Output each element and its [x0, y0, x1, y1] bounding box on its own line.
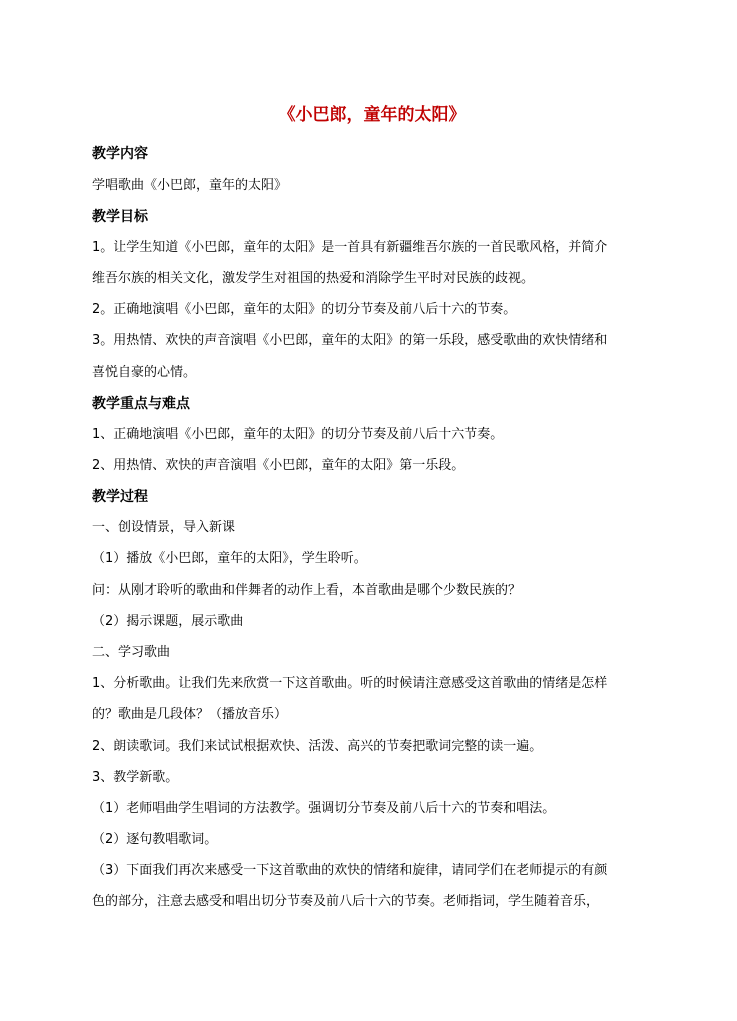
- paragraph-line: 1。让学生知道《小巴郎，童年的太阳》是一首具有新疆维吾尔族的一首民歌风格，并简介: [92, 240, 608, 255]
- paragraph-line: 1、分析歌曲。让我们先来欣赏一下这首歌曲。听的时候请注意感受这首歌曲的情绪是怎样: [92, 676, 608, 691]
- paragraph-line: 2、朗读歌词。我们来试试根据欢快、活泼、高兴的节奏把歌词完整的读一遍。: [92, 739, 543, 754]
- section-heading-content: 教学内容: [92, 146, 148, 162]
- paragraph-line: （2）逐句教唱歌词。: [92, 832, 218, 847]
- paragraph-line: 一、创设情景，导入新课: [92, 520, 236, 535]
- paragraph-line: 1、正确地演唱《小巴郎，童年的太阳》的切分节奏及前八后十六节奏。: [92, 427, 504, 442]
- paragraph-line: 2、用热情、欢快的声音演唱《小巴郎，童年的太阳》第一乐段。: [92, 458, 465, 473]
- paragraph-line: （2）揭示课题，展示歌曲: [92, 614, 244, 629]
- paragraph-line: 2。正确地演唱《小巴郎，童年的太阳》的切分节奏及前八后十六的节奏。: [92, 302, 517, 317]
- paragraph-line: （1）播放《小巴郎，童年的太阳》，学生聆听。: [92, 551, 367, 566]
- paragraph-line: 维吾尔族的相关文化，激发学生对祖国的热爱和消除学生平时对民族的歧视。: [92, 271, 535, 286]
- paragraph-line: 色的部分，注意去感受和唱出切分节奏及前八后十六的节奏。老师指词，学生随着音乐，: [92, 894, 600, 909]
- paragraph-line: 二、学习歌曲: [92, 645, 171, 660]
- paragraph-line: 3、教学新歌。: [92, 770, 179, 785]
- paragraph-line: 学唱歌曲《小巴郎，童年的太阳》: [92, 178, 288, 193]
- paragraph-line: 问：从刚才聆听的歌曲和伴舞者的动作上看，本首歌曲是哪个少数民族的？: [92, 583, 522, 598]
- document-title: 《小巴郎，童年的太阳》: [278, 105, 466, 125]
- paragraph-line: 的？歌曲是几段体？（播放音乐）: [92, 707, 288, 722]
- section-heading-objectives: 教学目标: [92, 209, 148, 225]
- section-heading-key-points: 教学重点与难点: [92, 396, 190, 412]
- paragraph-line: 喜悦自豪的心情。: [92, 365, 197, 380]
- section-heading-process: 教学过程: [92, 489, 148, 505]
- paragraph-line: （1）老师唱曲学生唱词的方法教学。强调切分节奏及前八后十六的节奏和唱法。: [92, 801, 556, 816]
- paragraph-line: 3。用热情、欢快的声音演唱《小巴郎，童年的太阳》的第一乐段，感受歌曲的欢快情绪和: [92, 333, 608, 348]
- paragraph-line: （3）下面我们再次来感受一下这首歌曲的欢快的情绪和旋律，请同学们在老师提示的有颜: [92, 863, 608, 878]
